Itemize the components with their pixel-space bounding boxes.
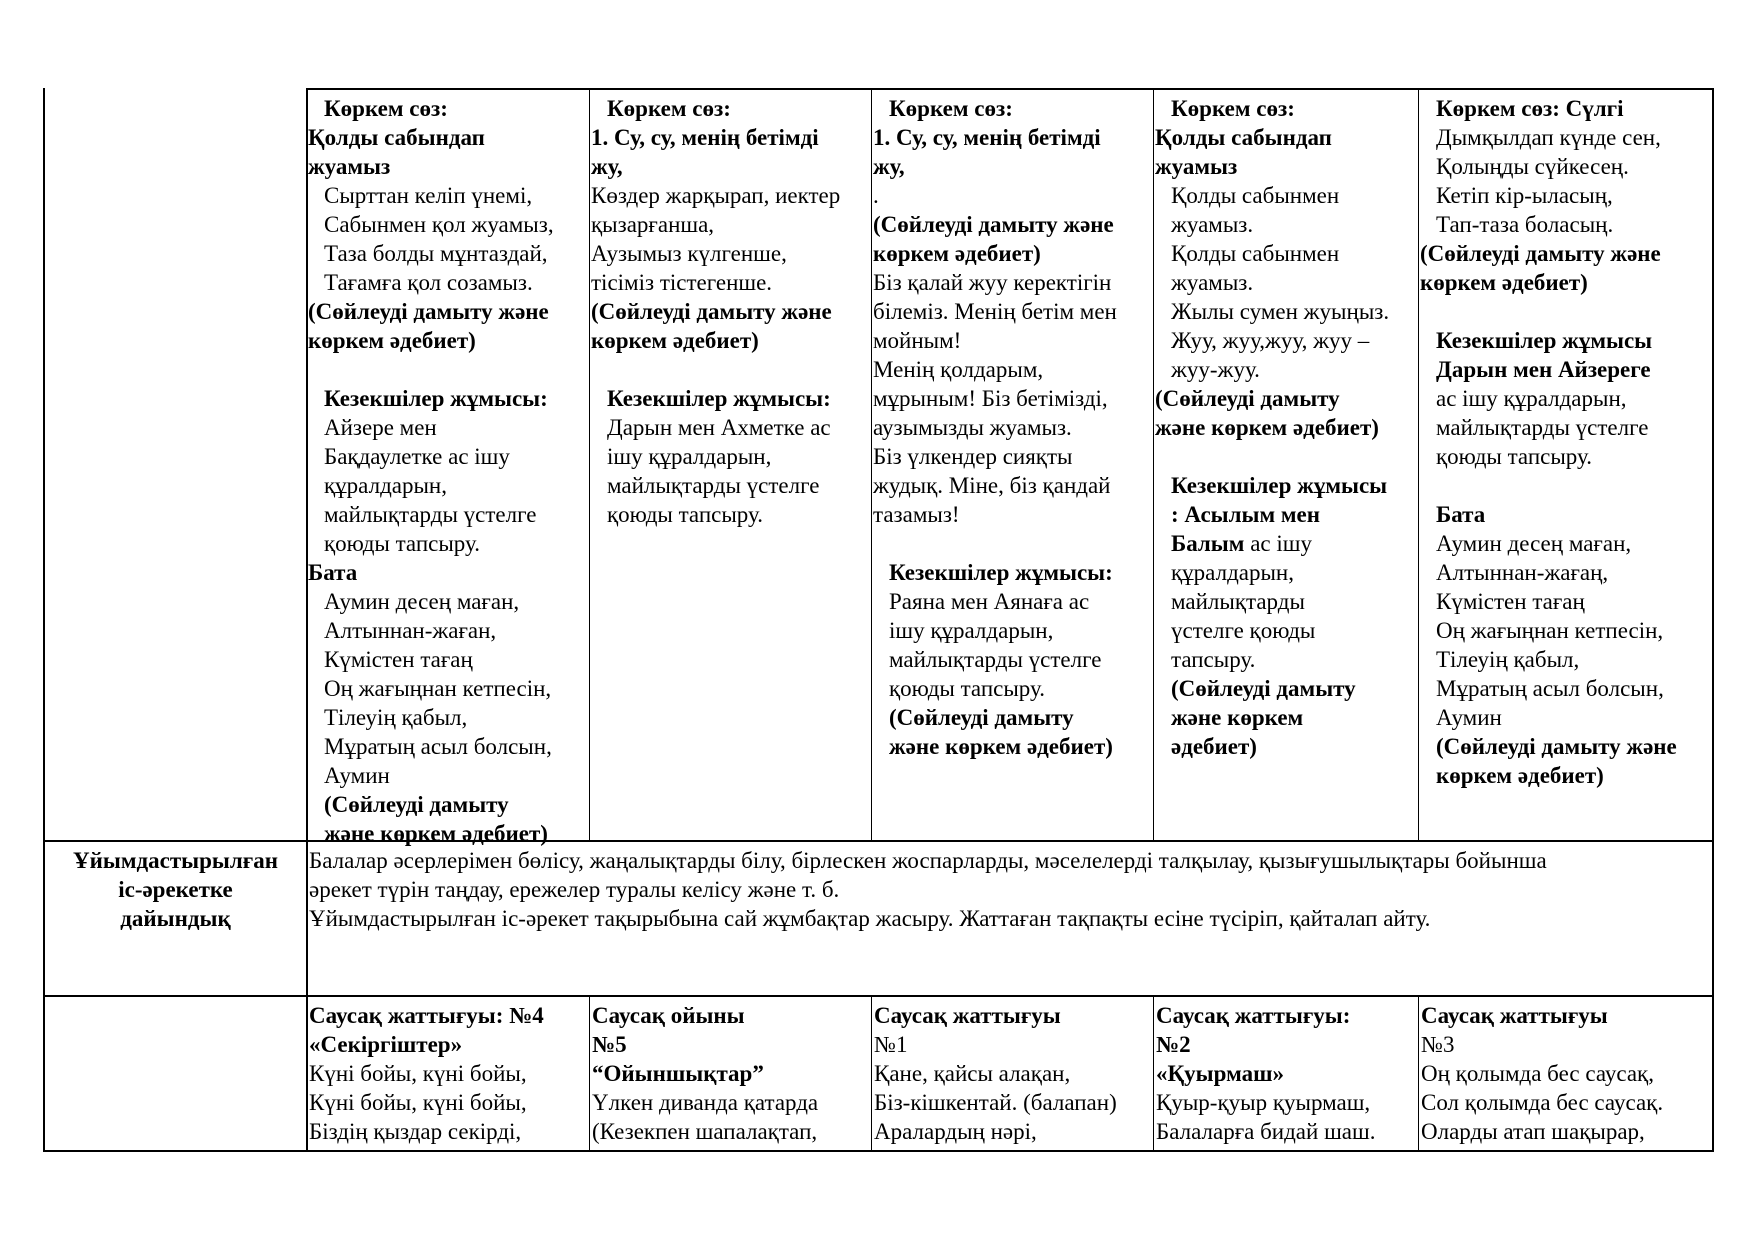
cell-text-line: «Секіргіштер»	[309, 1032, 463, 1057]
col-divider-3	[1153, 88, 1154, 841]
cell-text-line: №2	[1156, 1032, 1191, 1057]
finger-exercise-cell-4	[1156, 1001, 1418, 1146]
cell-text-line: Саусақ жаттығуы	[874, 1003, 1061, 1028]
cell-text-line	[1155, 442, 1418, 471]
cell-text-line: Біздің қыздар секірді,	[309, 1119, 522, 1144]
cell-text-line: Сол қолымда бес саусақ.	[1421, 1090, 1664, 1115]
cell-text-line: қоюды тапсыру.	[1436, 444, 1592, 469]
cell-text-line: Аумин десең маған,	[324, 589, 520, 614]
cell-text-line	[1420, 471, 1712, 500]
paragraph-line: Балалар әсерлерімен бөлісу, жаңалықтарды білу, бірлескен жоспарларды, мәселелерді талқылау, қызығушылықтары бойынша	[309, 848, 1547, 873]
section-label-activity-prep	[45, 846, 306, 933]
cell-text-line: және көркем әдебиет)	[1155, 415, 1379, 440]
paragraph-line: Ұйымдастырылған іс-әрекет тақырыбына сай жұмбақтар жасыру. Жаттаған тақпақты есіне түсіріп, қайталап айту.	[309, 906, 1431, 931]
cell-text-line: (Сөйлеуді дамыту және	[1420, 241, 1661, 266]
cell-text-line: Оларды атап шақырар,	[1421, 1119, 1645, 1144]
cell-text-line: қоюды тапсыру.	[889, 676, 1045, 701]
cell-text-line: Оң қолымда бес саусақ,	[1421, 1061, 1654, 1086]
table-right-border	[1712, 88, 1714, 1152]
table-bottom-border	[43, 1150, 1714, 1152]
finger-exercise-cell-2	[592, 1001, 871, 1146]
cell-text-line: қызарғанша,	[591, 212, 715, 237]
cell-text-line: Алтыннан-жаған,	[324, 618, 497, 643]
cell-text-line: Саусақ жаттығуы:	[1156, 1003, 1351, 1028]
cell-text-line: үстелге қоюды	[1171, 618, 1316, 643]
cell-text-line: Көркем сөз: Сүлгі	[1436, 96, 1624, 121]
cell-text-line: Аузымыз күлгенше,	[591, 241, 787, 266]
table-left-border	[43, 88, 45, 1152]
cell-text-line: жуамыз.	[1171, 270, 1254, 295]
row-divider-1	[43, 840, 1714, 842]
cell-text-line: Аумин	[324, 763, 390, 788]
cell-text-line: көркем әдебиет)	[873, 241, 1041, 266]
cell-text-line: Күмістен тағаң	[1436, 589, 1585, 614]
cell-text-line: Күні бойы, күні бойы,	[309, 1061, 527, 1086]
paragraph-line: әрекет түрін таңдау, ережелер туралы келісу және т. б.	[309, 877, 840, 902]
cell-text-line: жуу-жуу.	[1171, 357, 1260, 382]
cell-text-line: Балаларға бидай шаш.	[1156, 1119, 1376, 1144]
cell-text-line: Кезекшілер жұмысы:	[607, 386, 831, 411]
cell-text-line: Кезекшілер жұмысы	[1436, 328, 1653, 353]
cell-text-line: майлықтарды үстелге	[1436, 415, 1649, 440]
cell-text-line: Менің қолдарым,	[873, 357, 1044, 382]
cell-text-line: мойным!	[873, 328, 962, 353]
cell-text-line: құралдарын,	[1171, 560, 1294, 585]
cell-text-line: Күмістен тағаң	[324, 647, 473, 672]
cell-text-line: Дымқылдап күнде сен,	[1436, 125, 1661, 150]
cell-text-line: қоюды тапсыру.	[607, 502, 763, 527]
section-label-line: дайындық	[120, 906, 231, 931]
cell-text-line: майлықтарды үстелге	[324, 502, 537, 527]
artistic-word-cell-4	[1155, 94, 1418, 761]
cell-text-line: (Кезекпен шапалақтап,	[592, 1119, 818, 1144]
cell-text-line: «Қуырмаш»	[1156, 1061, 1285, 1086]
cell-text-line: №3	[1421, 1032, 1455, 1057]
cell-text-line: Дарын мен Ахметке ас	[607, 415, 831, 440]
cell-text-line: (Сөйлеуді дамыту және	[1436, 734, 1677, 759]
cell-text-line: Көркем сөз:	[324, 96, 448, 121]
cell-text-line: Қуыр-қуыр қуырмаш,	[1156, 1090, 1371, 1115]
cell-text-line: Тілеуің қабыл,	[324, 705, 468, 730]
cell-text-line: Аралардың нәрі,	[874, 1119, 1037, 1144]
cell-text-line: әдебиет)	[1171, 734, 1257, 759]
cell-text-line: Таза болды мұнтаздай,	[324, 241, 548, 266]
activity-prep-text	[309, 846, 1709, 933]
cell-text-line: және көркем	[1171, 705, 1304, 730]
cell-text-line: тісіміз тістегенше.	[591, 270, 773, 295]
cell-text-line: Қолды сабынмен	[1171, 241, 1340, 266]
cell-text-line: Айзере мен	[324, 415, 437, 440]
col-divider-4	[1418, 88, 1419, 841]
cell-text-line: Мұратың асыл болсын,	[324, 734, 552, 759]
cell-text-line: тазамыз!	[873, 502, 960, 527]
row-divider-2	[43, 995, 1714, 997]
cell-text-line: .	[873, 183, 879, 208]
cell-text-line: Сырттан келіп үнемі,	[324, 183, 533, 208]
finger-exercise-cell-3	[874, 1001, 1153, 1146]
cell-text-line: Мұратың асыл болсын,	[1436, 676, 1664, 701]
cell-text-line: Жылы сумен жуыңыз.	[1171, 299, 1390, 324]
cell-text-line: Тап-таза боласың.	[1436, 212, 1614, 237]
cell-text-line: тапсыру.	[1171, 647, 1256, 672]
finger-exercise-cell-5	[1421, 1001, 1712, 1146]
cell-text-line: Бата	[1436, 502, 1486, 527]
cell-text-line: (Сөйлеуді дамыту	[1171, 676, 1356, 701]
finger-exercise-cell-1	[309, 1001, 589, 1146]
cell-text-line: Аумин	[1436, 705, 1502, 730]
cell-text-line	[308, 355, 589, 384]
cell-text-line: Алтыннан-жағаң,	[1436, 560, 1609, 585]
cell-text-line: жу,	[591, 154, 623, 179]
cell-text-line: жуамыз	[308, 154, 391, 179]
cell-text-line: және көркем әдебиет)	[889, 734, 1113, 759]
cell-text-line: (Сөйлеуді дамыту және	[873, 212, 1114, 237]
cell-text-line: көркем әдебиет)	[308, 328, 476, 353]
cell-text-line: Саусақ ойыны	[592, 1003, 745, 1028]
cell-text-line: №1	[874, 1032, 908, 1057]
cell-text-line: Көркем сөз:	[1171, 96, 1295, 121]
cell-text-line: аузымызды жуамыз.	[873, 415, 1072, 440]
cell-text-line: Аумин десең маған,	[1436, 531, 1632, 556]
cell-text-line: Кетіп кір-ыласың,	[1436, 183, 1613, 208]
artistic-word-cell-1	[308, 94, 589, 848]
cell-text-line: қоюды тапсыру.	[324, 531, 480, 556]
cell-text-line: (Сөйлеуді дамыту және	[308, 299, 549, 324]
cell-text-line: Біз үлкендер сияқты	[873, 444, 1073, 469]
cell-text-line: майлықтарды үстелге	[889, 647, 1102, 672]
cell-text-line: (Сөйлеуді дамыту	[1155, 386, 1340, 411]
cell-text-line: Көркем сөз:	[607, 96, 731, 121]
cell-text-line: : Асылым мен	[1171, 502, 1321, 527]
cell-text-line: Сабынмен қол жуамыз,	[324, 212, 554, 237]
cell-text-line: жуамыз.	[1171, 212, 1254, 237]
cell-text-line: Көркем сөз:	[889, 96, 1013, 121]
cell-text-line: 1. Су, су, менің бетімді	[873, 125, 1101, 150]
cell-text-line: Тілеуің қабыл,	[1436, 647, 1580, 672]
cell-text-line: (Сөйлеуді дамыту	[889, 705, 1074, 730]
cell-text-line: Кезекшілер жұмысы:	[889, 560, 1113, 585]
col-divider-1	[589, 88, 590, 841]
cell-text-line: №5	[592, 1032, 627, 1057]
artistic-word-cell-3	[873, 94, 1153, 761]
cell-text-line: Күні бойы, күні бойы,	[309, 1090, 527, 1115]
cell-text-line: Біз қалай жуу керектігін	[873, 270, 1112, 295]
cell-text-line: Раяна мен Аянаға ас	[889, 589, 1090, 614]
cell-text-line: ішу құралдарын,	[889, 618, 1054, 643]
cell-text-line: “Ойыншықтар”	[592, 1061, 764, 1086]
cell-text-line: Біз-кішкентай. (балапан)	[874, 1090, 1117, 1115]
cell-text-line: құралдарын,	[324, 473, 447, 498]
cell-text-line: жуамыз	[1155, 154, 1238, 179]
artistic-word-cell-5	[1420, 94, 1712, 790]
cell-text-line: Бақдаулетке ас ішу	[324, 444, 510, 469]
cell-text-line: Кезекшілер жұмысы	[1171, 473, 1388, 498]
cell-text-line: Үлкен диванда қатарда	[592, 1090, 819, 1115]
cell-text-line: көркем әдебиет)	[591, 328, 759, 353]
artistic-word-cell-2	[591, 94, 871, 529]
cell-text-line: Саусақ жаттығуы: №4	[309, 1003, 544, 1028]
cell-text-line: көркем әдебиет)	[1436, 763, 1604, 788]
section-label-line: іс-әрекетке	[118, 877, 233, 902]
col-divider-2-bottom	[871, 996, 872, 1151]
cell-text-line: майлықтарды	[1171, 589, 1305, 614]
cell-text-line: және көркем әдебиет)	[324, 821, 548, 846]
col-divider-1-bottom	[589, 996, 590, 1151]
cell-text-line: Оң жағыңнан кетпесін,	[324, 676, 552, 701]
cell-text-line: Жуу, жуу,жуу, жуу –	[1171, 328, 1370, 353]
cell-text-line: Бата	[308, 560, 358, 585]
col-divider-4-bottom	[1418, 996, 1419, 1151]
col-divider-2	[871, 88, 872, 841]
table-top-border	[306, 88, 1714, 90]
cell-text-line: Қолды сабындап	[1155, 125, 1332, 150]
cell-text-line: ішу құралдарын,	[607, 444, 772, 469]
cell-text-line: Саусақ жаттығуы	[1421, 1003, 1608, 1028]
cell-text-line: майлықтарды үстелге	[607, 473, 820, 498]
cell-text-line: Кезекшілер жұмысы:	[324, 386, 548, 411]
cell-text-line: көркем әдебиет)	[1420, 270, 1588, 295]
cell-text-line: (Сөйлеуді дамыту	[324, 792, 509, 817]
cell-text-line: Қане, қайсы алақан,	[874, 1061, 1071, 1086]
cell-text-line: жудық. Міне, біз қандай	[873, 473, 1111, 498]
col-divider-3-bottom	[1153, 996, 1154, 1151]
cell-text-line: Дарын мен Айзереге	[1436, 357, 1651, 382]
cell-text-line	[591, 355, 871, 384]
cell-text-line: Тағамға қол созамыз.	[324, 270, 533, 295]
cell-text-line: Балым ас ішу	[1171, 531, 1312, 556]
cell-text-line: жу,	[873, 154, 905, 179]
cell-text-line: Көздер жарқырап, иектер	[591, 183, 841, 208]
cell-text-line: Қолды сабындап	[308, 125, 485, 150]
cell-text-line: Қолды сабынмен	[1171, 183, 1340, 208]
cell-text-line: Оң жағыңнан кетпесін,	[1436, 618, 1664, 643]
cell-text-line: білеміз. Менің бетім мен	[873, 299, 1117, 324]
cell-text-line: ас ішу құралдарын,	[1436, 386, 1627, 411]
cell-text-line	[1420, 297, 1712, 326]
cell-text-line: Қолыңды сүйкесең.	[1436, 154, 1629, 179]
cell-text-line: 1. Су, су, менің бетімді	[591, 125, 819, 150]
section-label-line: Ұйымдастырылған	[73, 848, 278, 873]
cell-text-line: (Сөйлеуді дамыту және	[591, 299, 832, 324]
cell-text-line: мұрыным! Біз бетімізді,	[873, 386, 1108, 411]
cell-text-line	[873, 529, 1153, 558]
